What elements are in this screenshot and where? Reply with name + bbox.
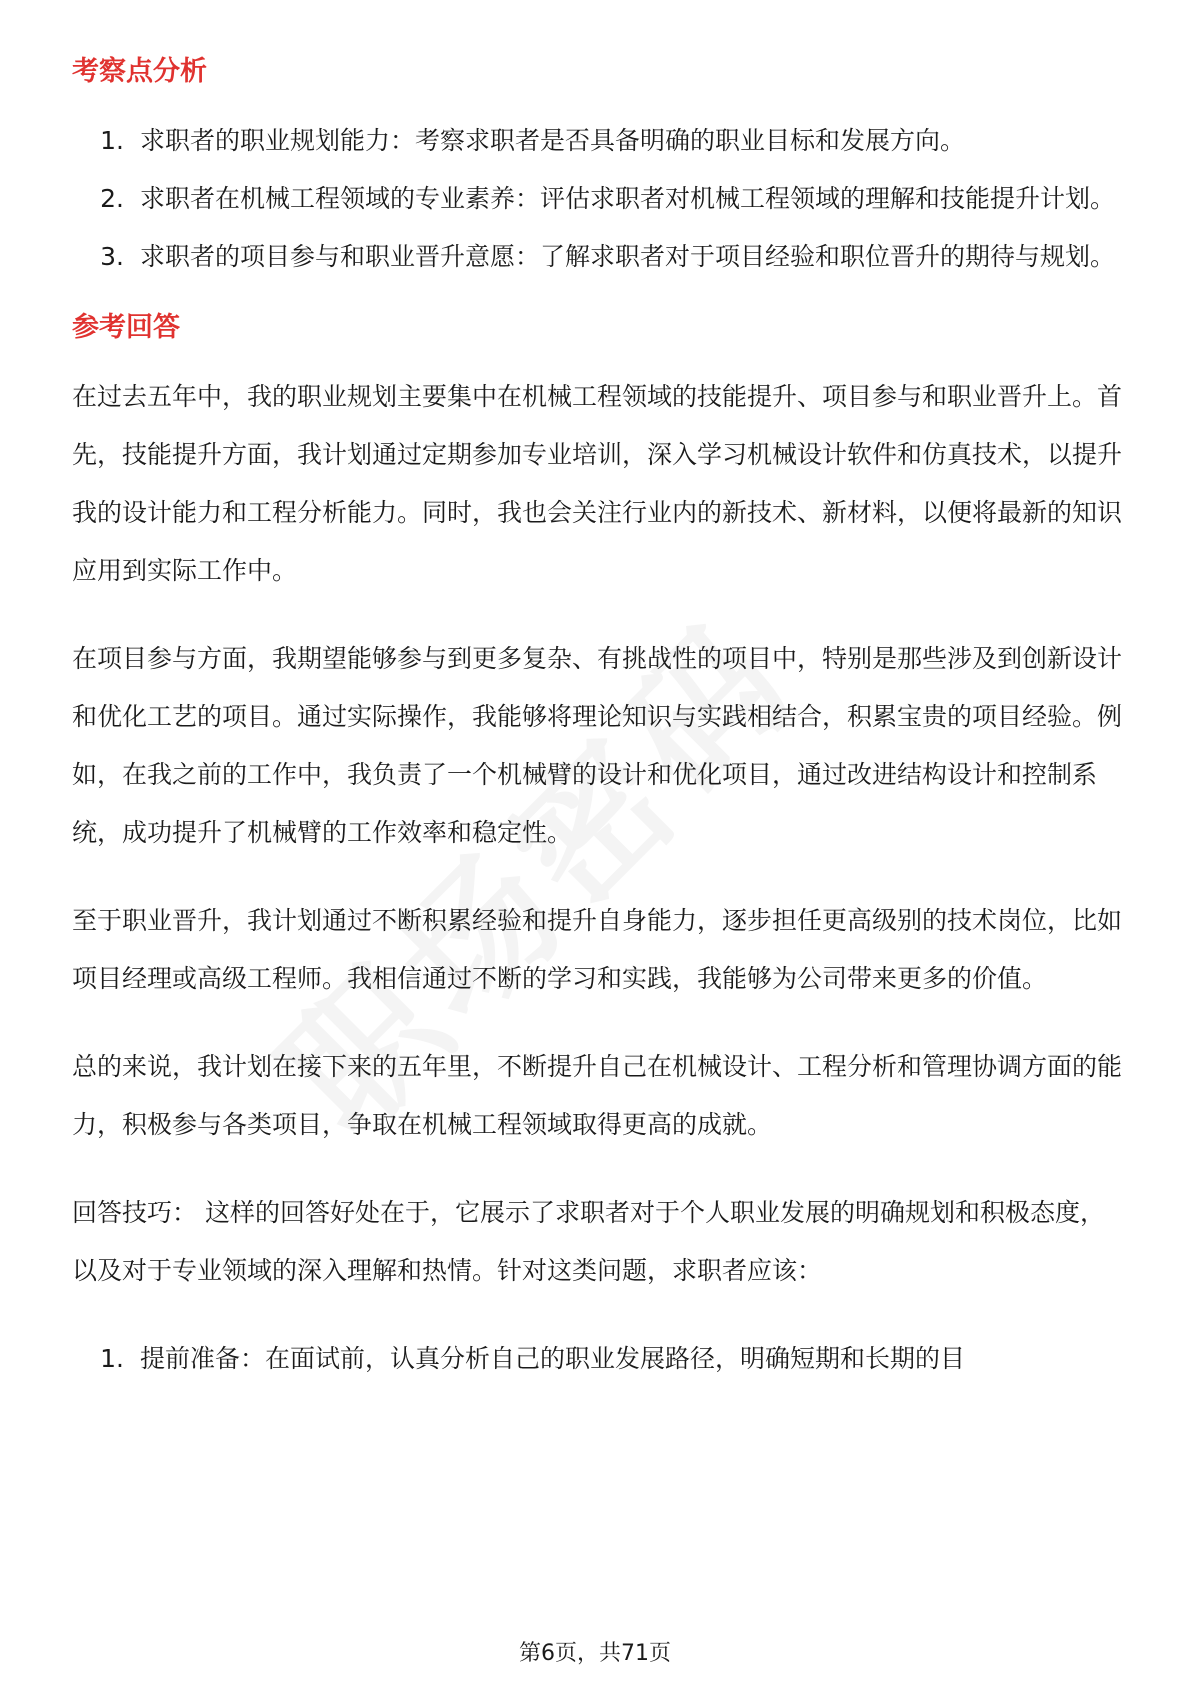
- list-item: [72, 112, 1122, 170]
- list-number: 1.: [100, 126, 124, 155]
- paragraph: 在过去五年中，我的职业规划主要集中在机械工程领域的技能提升、项目参与和职业晋升上。首先，技能提升方面，我计划通过定期参加专业培训，深入学习机械设计软件和仿真技术，以提升我的设计能力和工程分析能力。同时，我也会关注行业内的新技术、新材料，以便将最新的知识应用到实际工作中。: [72, 382, 1123, 585]
- paragraph: 至于职业晋升，我计划通过不断积累经验和提升自身能力，逐步担任更高级别的技术岗位，比如项目经理或高级工程师。我相信通过不断的学习和实践，我能够为公司带来更多的价值。: [72, 906, 1123, 993]
- list-item: [72, 1330, 1122, 1388]
- paragraph: 在项目参与方面，我期望能够参与到更多复杂、有挑战性的项目中，特别是那些涉及到创新设计和优化工艺的项目。通过实际操作，我能够将理论知识与实践相结合，积累宝贵的项目经验。例如，在我之前的工作中，我负责了一个机械臂的设计和优化项目，通过改进结构设计和控制系统，成功提升了机械臂的工作效率和稳定性。: [72, 644, 1123, 847]
- list-number: 3.: [100, 242, 124, 271]
- list-text: 求职者的项目参与和职业晋升意愿：了解求职者对于项目经验和职位晋升的期待与规划。: [140, 242, 1116, 271]
- page-footer: 第6页，共71页: [519, 1641, 671, 1666]
- list-text: 求职者的职业规划能力：考察求职者是否具备明确的职业目标和发展方向。: [140, 126, 966, 155]
- tips-list: [72, 1330, 1122, 1388]
- list-number: 2.: [100, 184, 124, 213]
- list-item: [72, 228, 1122, 286]
- list-text: 提前准备：在面试前，认真分析自己的职业发展路径，明确短期和长期的目: [140, 1344, 966, 1373]
- analysis-title: 考察点分析: [72, 56, 207, 87]
- analysis-list: [72, 112, 1122, 286]
- content: [72, 44, 1122, 1388]
- list-text: 求职者在机械工程领域的专业素养：评估求职者对机械工程领域的理解和技能提升计划。: [140, 184, 1116, 213]
- list-number: 1.: [100, 1344, 124, 1373]
- list-item: [72, 170, 1122, 228]
- paragraph: 回答技巧： 这样的回答好处在于，它展示了求职者对于个人职业发展的明确规划和积极态度，以及对于专业领域的深入理解和热情。针对这类问题，求职者应该：: [72, 1198, 1105, 1285]
- answer-title: 参考回答: [72, 312, 180, 343]
- paragraph: 总的来说，我计划在接下来的五年里，不断提升自己在机械设计、工程分析和管理协调方面的能力，积极参与各类项目，争取在机械工程领域取得更高的成就。: [72, 1052, 1123, 1139]
